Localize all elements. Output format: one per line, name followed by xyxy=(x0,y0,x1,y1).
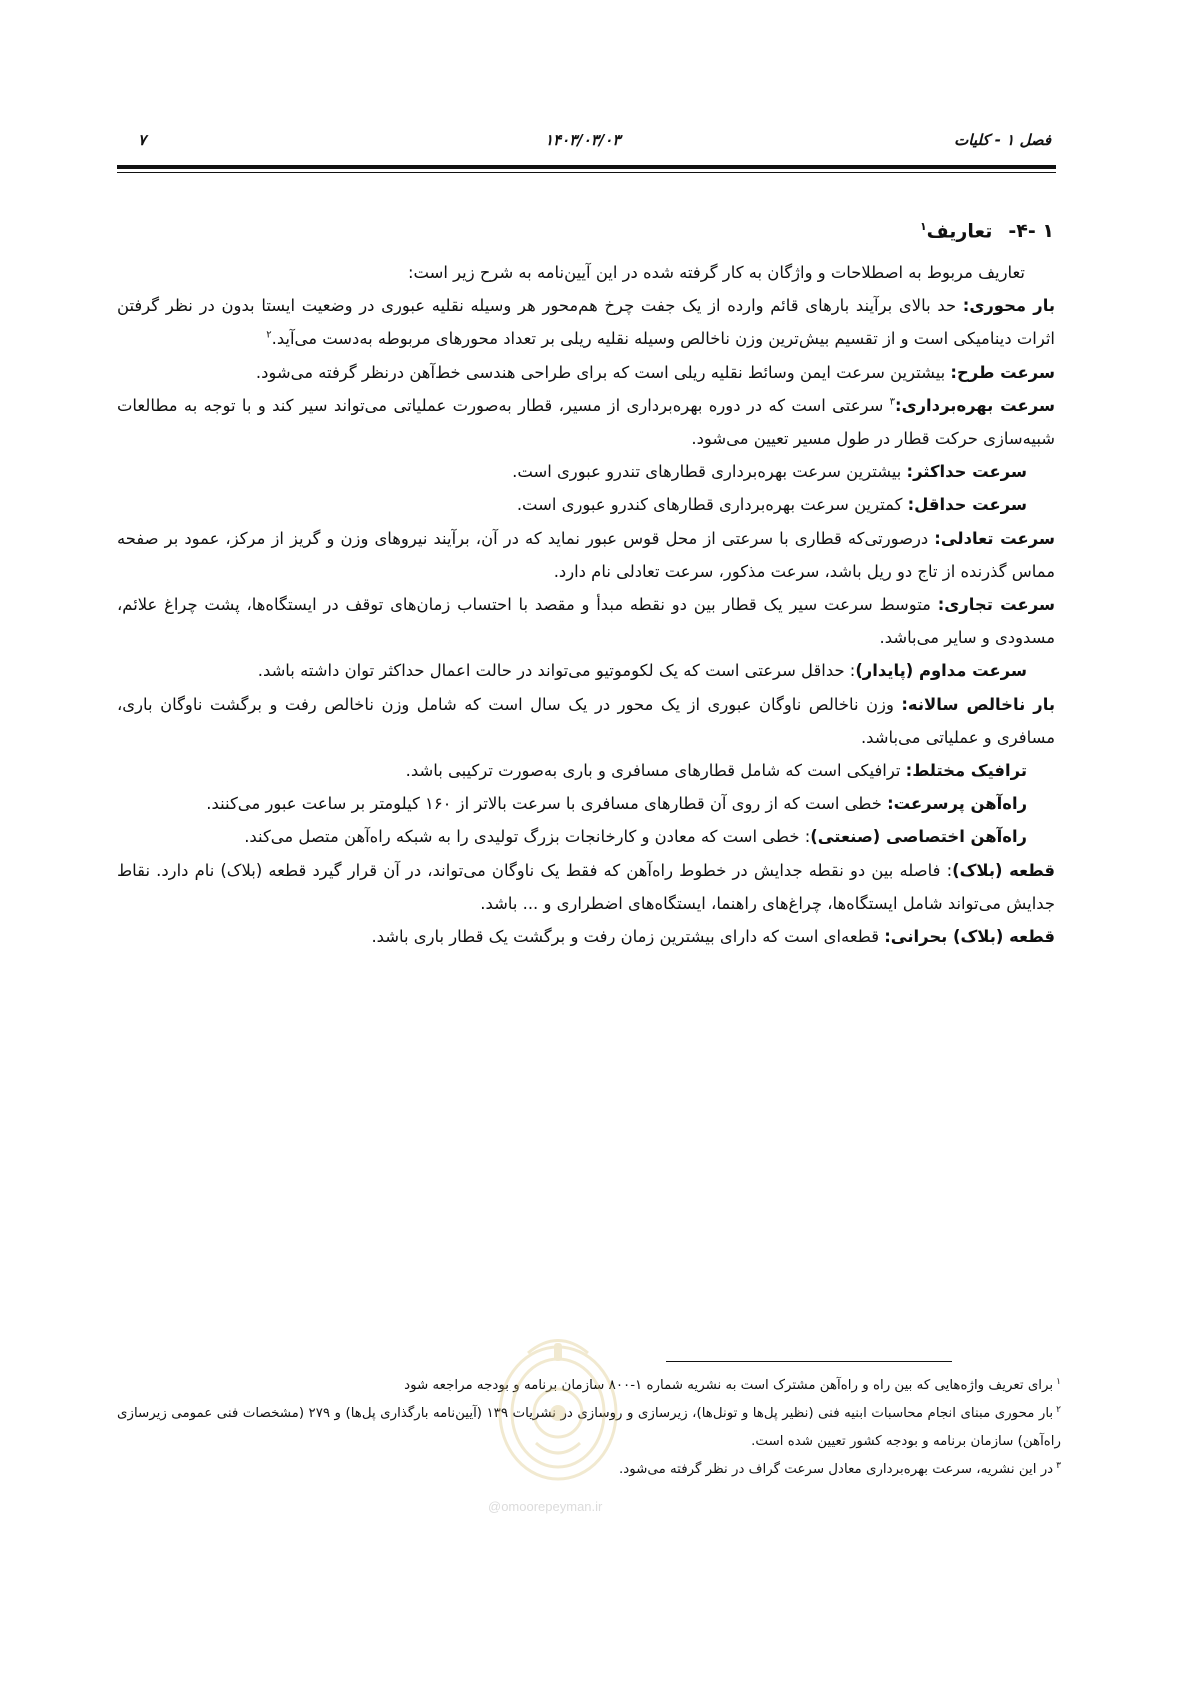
definition-term: قطعه (بلاک) بحرانی: xyxy=(884,927,1055,947)
definition-term: راه‌آهن اختصاصی (صنعتی) xyxy=(810,827,1027,847)
section-title: تعاریف xyxy=(926,220,993,243)
section-number: ۱ -۴- xyxy=(1008,220,1054,243)
definition-paragraph xyxy=(117,688,1055,754)
footnote-separator xyxy=(666,1361,952,1362)
definition-paragraph xyxy=(117,787,1055,820)
definition-text: سرعتی است که در دوره بهره‌برداری از مسیر، قطار به‌صورت عملیاتی می‌تواند سیر کند و با توجه به مطالعات شبیه‌سازی حرکت قطار در طول مسیر تعیین می‌شود. xyxy=(117,395,1055,449)
definition-term: سرعت حداکثر: xyxy=(906,462,1027,482)
intro-paragraph: تعاریف مربوط به اصطلاحات و واژگان به کار گرفته شده در این آیین‌نامه به شرح زیر است: xyxy=(407,263,1025,282)
definition-term: بار محوری: xyxy=(962,296,1055,316)
definition-text: ترافیکی است که شامل قطارهای مسافری و باری به‌صورت ترکیبی باشد. xyxy=(405,761,906,781)
footnote-text: در این نشریه، سرعت بهره‌برداری معادل سرعت گراف در نظر گرفته می‌شود. xyxy=(619,1462,1054,1477)
footnote-mark: ۲ xyxy=(1056,1404,1061,1415)
footnote-mark: ۳ xyxy=(1056,1460,1061,1471)
definition-paragraph xyxy=(117,754,1055,787)
definition-term: ترافیک مختلط: xyxy=(905,761,1027,781)
definition-text: : فاصله بین دو نقطه جدایش در خطوط راه‌آهن که فقط یک ناوگان می‌تواند، در آن قرار گیرد قطعه (بلاک) نام دارد. نقاط جدایش می‌تواند شامل ایستگاه‌ها، چراغ‌های راهنما، ایستگاه‌های اضطراری و ... باشد. xyxy=(117,860,1055,913)
running-header-date: ۱۴۰۳/۰۳/۰۳ xyxy=(545,131,621,149)
definition-text: : حداقل سرعتی است که یک لکوموتیو می‌تواند در حالت اعمال حداکثر توان داشته باشد. xyxy=(257,661,856,681)
definition-term: بار ناخالص سالانه: xyxy=(901,694,1055,714)
definition-paragraph xyxy=(117,820,1055,853)
definitions-list xyxy=(117,289,1055,953)
footnote-ref: ۲ xyxy=(266,329,272,341)
definition-text: خطی است که از روی آن قطارهای مسافری با سرعت بالاتر از ۱۶۰ کیلومتر بر ساعت عبور می‌کنند. xyxy=(206,794,888,814)
definition-paragraph xyxy=(117,522,1055,588)
definition-term: سرعت طرح: xyxy=(950,362,1055,382)
definition-term: سرعت مداوم (پایدار) xyxy=(855,661,1027,681)
header-rule-thick xyxy=(117,165,1056,169)
definition-text: متوسط سرعت سیر یک قطار بین دو نقطه مبدأ و مقصد با احتساب زمان‌های توقف در ایستگاه‌ها، پشت چراغ علائم، مسدودی و سایر می‌باشد. xyxy=(117,595,1055,648)
section-heading xyxy=(920,220,1054,242)
page-number: ۷ xyxy=(138,131,147,149)
definition-paragraph xyxy=(117,854,1055,920)
definition-term: سرعت بهره‌برداری: xyxy=(895,395,1056,415)
running-header-chapter: فصل ۱ - کلیات xyxy=(954,131,1051,149)
definition-text: بیشترین سرعت بهره‌برداری قطارهای تندرو عبوری است. xyxy=(512,462,907,482)
definition-text: بیشترین سرعت ایمن وسائط نقلیه ریلی است که برای طراحی هندسی خط‌آهن درنظر گرفته می‌شود. xyxy=(255,362,951,382)
definition-paragraph xyxy=(117,920,1055,953)
definition-paragraph xyxy=(117,356,1055,389)
definition-term: سرعت تعادلی: xyxy=(934,528,1055,548)
definition-paragraph xyxy=(117,389,1055,455)
definition-paragraph xyxy=(117,654,1055,687)
definition-paragraph xyxy=(117,289,1055,355)
definition-term: قطعه (بلاک) xyxy=(952,860,1055,880)
definition-paragraph xyxy=(117,455,1055,488)
definition-paragraph xyxy=(117,488,1055,521)
footnote-ref: ۳ xyxy=(889,396,896,408)
footnote-mark: ۱ xyxy=(1056,1376,1061,1387)
footnote-text: برای تعریف واژه‌هایی که بین راه و راه‌آهن مشترک است به نشریه شماره ۱-۸۰۰ سازمان برنامه و بودجه مراجعه شود xyxy=(404,1378,1054,1393)
body-text xyxy=(117,256,1055,953)
header-rule-thin xyxy=(117,172,1056,173)
watermark-seal-icon xyxy=(488,1323,628,1493)
definition-text: قطعه‌ای است که دارای بیشترین زمان رفت و برگشت یک قطار باری باشد. xyxy=(371,927,885,947)
footnote-text: بار محوری مبنای انجام محاسبات ابنیه فنی (نظیر پل‌ها و تونل‌ها)، زیرسازی و روسازی در نشریات ۱۳۹ (آیین‌نامه بارگذاری پل‌ها) و ۲۷۹ (مشخصات فنی عمومی زیرسازی راه‌آهن) سازمان برنامه و بودجه کشور تعیین شده است. xyxy=(117,1406,1061,1449)
watermark xyxy=(488,1323,628,1533)
definition-term: راه‌آهن پرسرعت: xyxy=(887,794,1027,814)
definition-text: حد بالای برآیند بارهای قائم وارده از یک جفت چرخ هم‌محور هر وسیله نقلیه عبوری در وضعیت ایستا بدون در نظر گرفتن اثرات دینامیکی است و از تقسیم بیش‌ترین وزن ناخالص وسیله نقلیه ریلی بر تعداد محورهای مربوطه به‌دست می‌آید. xyxy=(117,296,1055,349)
definition-text: : خطی است که معادن و کارخانجات بزرگ تولیدی را به شبکه راه‌آهن متصل می‌کند. xyxy=(244,827,811,847)
definition-text: کمترین سرعت بهره‌برداری قطارهای کندرو عبوری است. xyxy=(516,495,908,515)
definition-paragraph xyxy=(117,588,1055,654)
watermark-text: @omoorepeyman.ir xyxy=(488,1499,603,1514)
footnote-ref: ۱ xyxy=(919,220,927,233)
definition-text: وزن ناخالص ناوگان عبوری از یک محور در یک سال است که شامل وزن ناخالص رفت و برگشت ناوگان باری، مسافری و عملیاتی می‌باشد. xyxy=(117,694,1055,747)
definition-text: درصورتی‌که قطاری با سرعتی از محل قوس عبور نماید که در آن، برآیند نیروهای وزن و گریز از مرکز، عمود بر صفحه مماس گذرنده از تاج دو ریل باشد، سرعت مذکور، سرعت تعادلی نام دارد. xyxy=(117,528,1055,581)
definition-term: سرعت تجاری: xyxy=(937,595,1056,615)
definition-term: سرعت حداقل: xyxy=(907,495,1027,515)
